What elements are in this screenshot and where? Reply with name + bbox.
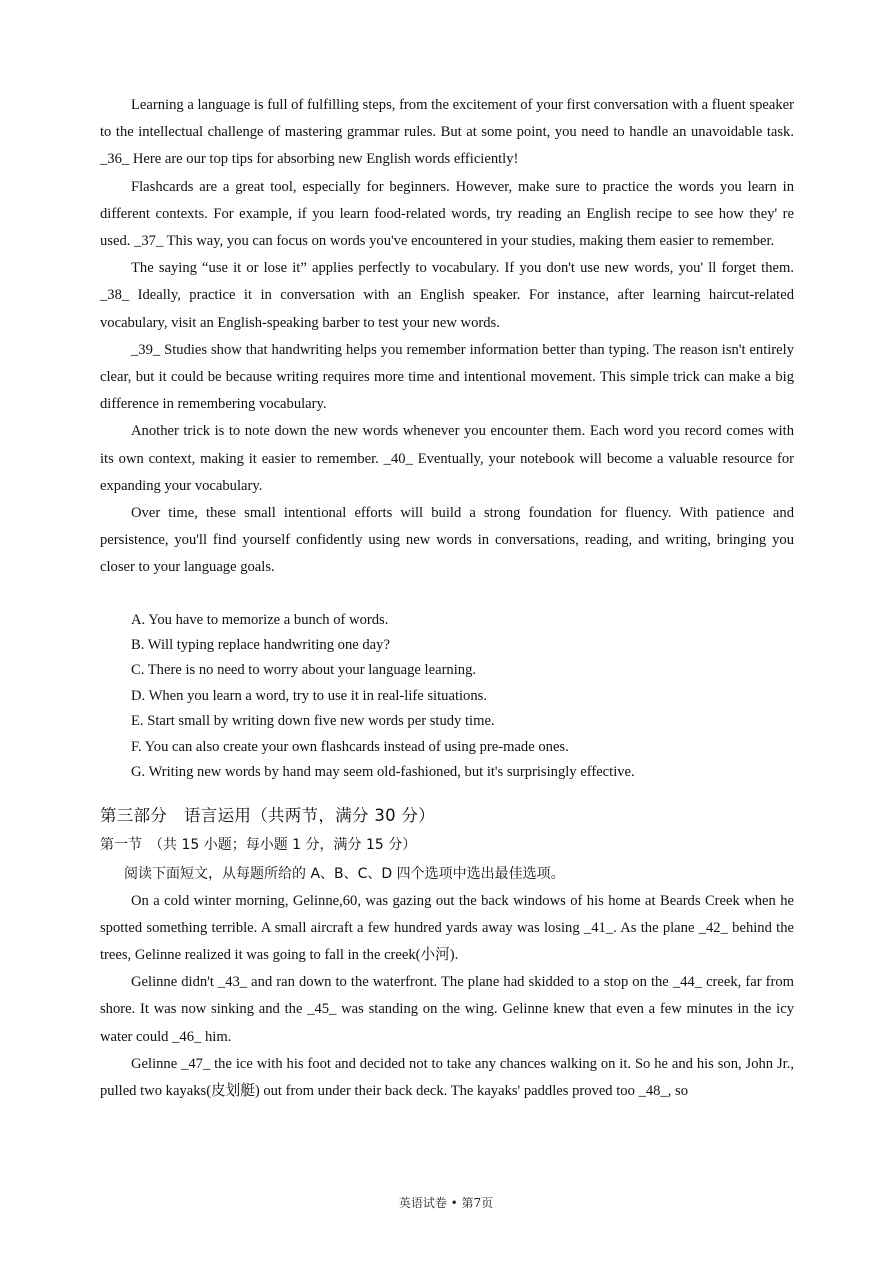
passage-paragraph: Over time, these small intentional efforts will build a strong foundation for fluency. With patience and persistence, you'll find yourself confidently using new words in conversations, reading, and writing, bringing you closer to your language goals. [100, 505, 794, 576]
passage-paragraph: Another trick is to note down the new words whenever you encounter them. Each word you record comes with its own context, making it easier to remember. _40_ Eventually, your notebook will become a valuable resource for expanding your vocabulary. [100, 423, 794, 494]
reading-passage [100, 92, 794, 582]
passage-paragraph: Flashcards are a great tool, especially for beginners. However, make sure to practice the words you learn in different contexts. For example, if you learn food-related words, try reading an English recipe to see how they' re used. _37_ This way, you can focus on words you've encountered in your studies, making them easier to remember. [100, 178, 794, 250]
option-d: D. When you learn a word, try to use it in real-life situations. [131, 687, 487, 704]
section1-heading: 第一节 （共 15 小题；每小题 1 分，满分 15 分） [100, 836, 417, 853]
page-footer: 英语试卷 • 第7页 [398, 1196, 494, 1210]
cloze-paragraph: Gelinne didn't _43_ and ran down to the waterfront. The plane had skidded to a stop on the _44_ creek, far from shore. It was now sinking and the _45_ was standing on the wing. Gelinne knew that even a few minutes in the icy water could _46_ him. [100, 974, 794, 1045]
option-a: A. You have to memorize a bunch of words. [131, 611, 389, 628]
passage-paragraph: _39_ Studies show that handwriting helps you remember information better than typing. The reason isn't entirely clear, but it could be because writing requires more time and intentional movement. This simple trick can make a big difference in remembering vocabulary. [100, 341, 794, 413]
option-f: F. You can also create your own flashcards instead of using pre-made ones. [131, 738, 569, 755]
part3-title: 第三部分 语言运用（共两节，满分 30 分） [100, 805, 436, 825]
cloze-paragraph: On a cold winter morning, Gelinne,60, was gazing out the back windows of his home at Beards Creek when he spotted something terrible. A small aircraft a few hundred yards away was losing _41_. As the plane _42_ behind the trees, Gelinne realized it was going to fall in the creek(小河). [100, 892, 794, 963]
option-b: B. Will typing replace handwriting one day? [131, 637, 390, 654]
passage-paragraph: The saying “use it or lose it” applies perfectly to vocabulary. If you don't use new words, you' ll forget them. _38_ Ideally, practice it in conversation with an English speaker. For instance, after learning haircut-related vocabulary, visit an English-speaking barber to test your new words. [100, 260, 794, 331]
page-content [100, 92, 794, 1105]
option-e: E. Start small by writing down five new words per study time. [131, 713, 495, 730]
passage-paragraph: Learning a language is full of fulfilling steps, from the excitement of your first conversation with a fluent speaker to the intellectual challenge of mastering grammar rules. But at some point, you need to handle an unavoidable task. _36_ Here are our top tips for absorbing new English words efficiently! [100, 97, 794, 168]
section-instruction: 阅读下面短文，从每题所给的 A、B、C、D 四个选项中选出最佳选项。 [124, 865, 565, 882]
cloze-passage [100, 888, 794, 1106]
answer-options [100, 608, 794, 786]
cloze-paragraph: Gelinne _47_ the ice with his foot and decided not to take any chances walking on it. So he and his son, John Jr., pulled two kayaks(皮划艇) out from under their back deck. The kayaks' paddles proved too _48_, so [100, 1055, 794, 1099]
option-c: C. There is no need to worry about your language learning. [131, 662, 477, 679]
option-g: G. Writing new words by hand may seem old-fashioned, but it's surprisingly effective. [131, 764, 635, 781]
